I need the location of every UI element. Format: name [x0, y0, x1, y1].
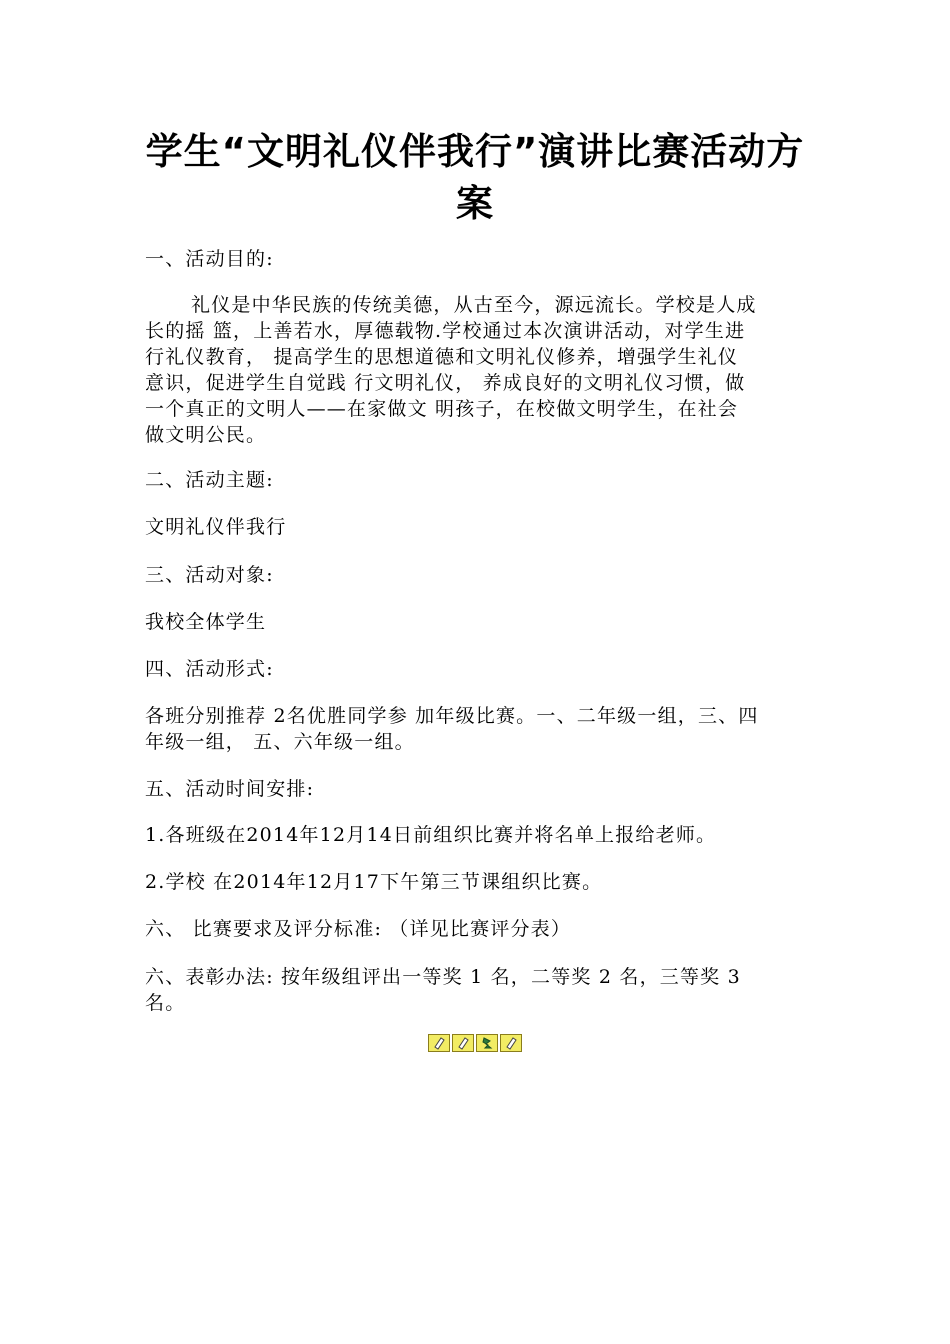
- paragraph-line: 年级一组， 五、六年级一组。: [145, 731, 415, 753]
- paragraph-line: 名。: [145, 992, 186, 1014]
- scroll-icon: [500, 1034, 522, 1052]
- decorative-icon-strip: [428, 1034, 524, 1054]
- scroll-icon: [428, 1034, 450, 1052]
- paragraph-line: 六、表彰办法: 按年级组评出一等奖 1 名，二等奖 2 名，三等奖 3: [145, 966, 741, 988]
- document-title-line-1: 学生“文明礼仪伴我行”演讲比赛活动方: [145, 130, 805, 173]
- section-heading-theme: 二、活动主题:: [145, 469, 274, 491]
- section-heading-target: 三、活动对象:: [145, 564, 274, 586]
- scroll-icon: [476, 1034, 498, 1052]
- document-title-line-2: 案: [456, 182, 494, 225]
- section-heading-schedule: 五、活动时间安排:: [145, 778, 315, 800]
- target-text: 我校全体学生: [145, 611, 267, 633]
- scroll-icon: [452, 1034, 474, 1052]
- schedule-item-1: 1.各班级在2014年12月14日前组织比赛并将名单上报给老师。: [145, 824, 717, 846]
- section-heading-format: 四、活动形式:: [145, 658, 274, 680]
- paragraph-line: 礼仪是中华民族的传统美德，从古至今，源远流长。学校是人成: [191, 294, 757, 316]
- paragraph-line: 行礼仪教育， 提高学生的思想道德和文明礼仪修养，增强学生礼仪: [145, 346, 739, 368]
- paragraph-line: 各班分别推荐 2名优胜同学参 加年级比赛。一、二年级一组，三、四: [145, 705, 759, 727]
- section-heading-purpose: 一、活动目的:: [145, 248, 274, 270]
- paragraph-line: 一个真正的文明人——在家做文 明孩子，在校做文明学生，在社会: [145, 398, 739, 420]
- schedule-item-2: 2.学校 在2014年12月17下午第三节课组织比赛。: [145, 871, 603, 893]
- section-heading-requirements: 六、 比赛要求及评分标准: （详见比赛评分表）: [145, 918, 572, 940]
- paragraph-line: 长的摇 篮，上善若水，厚德载物.学校通过本次演讲活动，对学生进: [145, 320, 746, 342]
- paragraph-line: 做文明公民。: [145, 424, 267, 446]
- theme-text: 文明礼仪伴我行: [145, 516, 287, 538]
- paragraph-line: 意识，促进学生自觉践 行文明礼仪， 养成良好的文明礼仪习惯，做: [145, 372, 746, 394]
